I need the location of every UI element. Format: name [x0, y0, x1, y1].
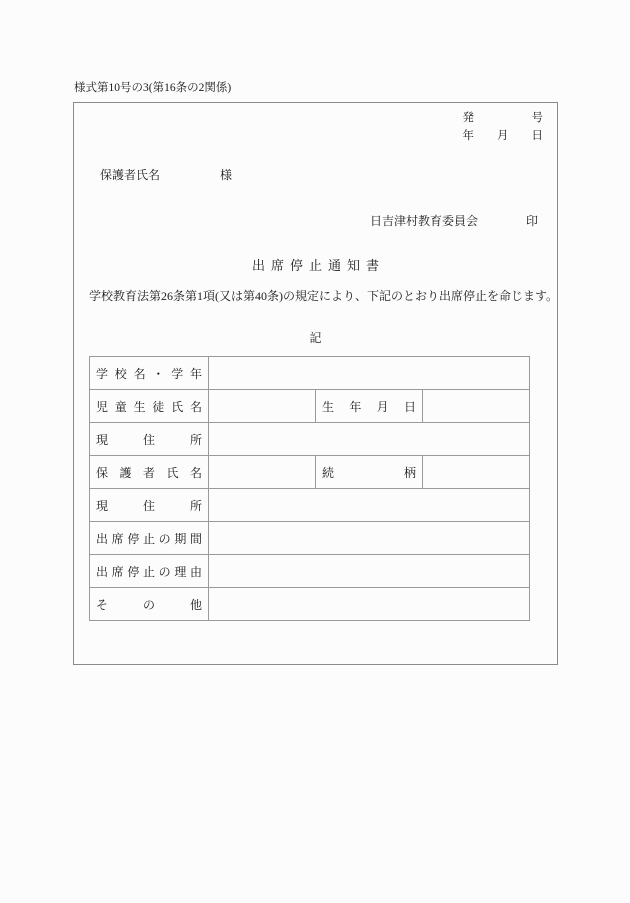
row-sublabel-birthdate — [316, 390, 423, 423]
ki-marker: 記 — [309, 331, 322, 345]
row-label-school-grade — [90, 357, 209, 390]
row-label-suspension-reason — [90, 555, 209, 588]
row-value-student-name[interactable] — [209, 390, 316, 423]
table-row — [90, 522, 530, 555]
row-subvalue-birthdate[interactable] — [423, 390, 530, 423]
label-text: 出席停止の理由 — [96, 564, 202, 579]
issue-date-line: 年 月 日 — [462, 130, 543, 142]
table-row — [90, 456, 530, 489]
label-text: 学校名・学年 — [96, 366, 202, 381]
issue-number-date-block — [463, 109, 544, 145]
label-text: 保護者氏名 — [96, 465, 202, 480]
label-text: 現住所 — [96, 432, 202, 447]
row-value-student-address[interactable] — [209, 423, 530, 456]
document-title: 出席停止通知書 — [251, 258, 385, 273]
form-number-label: 様式第10号の3(第16条の2関係) — [74, 82, 232, 94]
row-value-school-grade[interactable] — [209, 357, 530, 390]
row-label-other — [90, 588, 209, 621]
label-text: 現住所 — [96, 498, 202, 513]
sublabel-text: 生年月日 — [322, 399, 416, 414]
table-row — [90, 555, 530, 588]
row-sublabel-relationship — [316, 456, 423, 489]
document-frame — [73, 102, 558, 665]
row-label-suspension-period — [90, 522, 209, 555]
row-value-suspension-reason[interactable] — [209, 555, 530, 588]
row-label-student-address — [90, 423, 209, 456]
sublabel-text: 続柄 — [322, 465, 416, 480]
table-row — [90, 390, 530, 423]
row-value-guardian-name[interactable] — [209, 456, 316, 489]
issuer-line: 日吉津村教育委員会 印 — [370, 214, 539, 228]
row-value-guardian-address[interactable] — [209, 489, 530, 522]
table-row — [90, 588, 530, 621]
body-paragraph: 学校教育法第26条第1項(又は第40条)の規定により、下記のとおり出席停止を命じます。 — [89, 289, 559, 303]
addressee-line: 保護者氏名 様 — [100, 168, 233, 182]
label-text: 児童生徒氏名 — [96, 399, 202, 414]
table-row — [90, 357, 530, 390]
row-subvalue-relationship[interactable] — [423, 456, 530, 489]
table-row — [90, 423, 530, 456]
label-text: その他 — [96, 597, 202, 612]
table-row — [90, 489, 530, 522]
label-text: 出席停止の期間 — [96, 531, 202, 546]
row-label-student-name — [90, 390, 209, 423]
suspension-details-table — [89, 356, 530, 621]
issue-number-line: 発 号 — [462, 112, 543, 124]
row-label-guardian-name — [90, 456, 209, 489]
row-value-other[interactable] — [209, 588, 530, 621]
row-label-guardian-address — [90, 489, 209, 522]
row-value-suspension-period[interactable] — [209, 522, 530, 555]
